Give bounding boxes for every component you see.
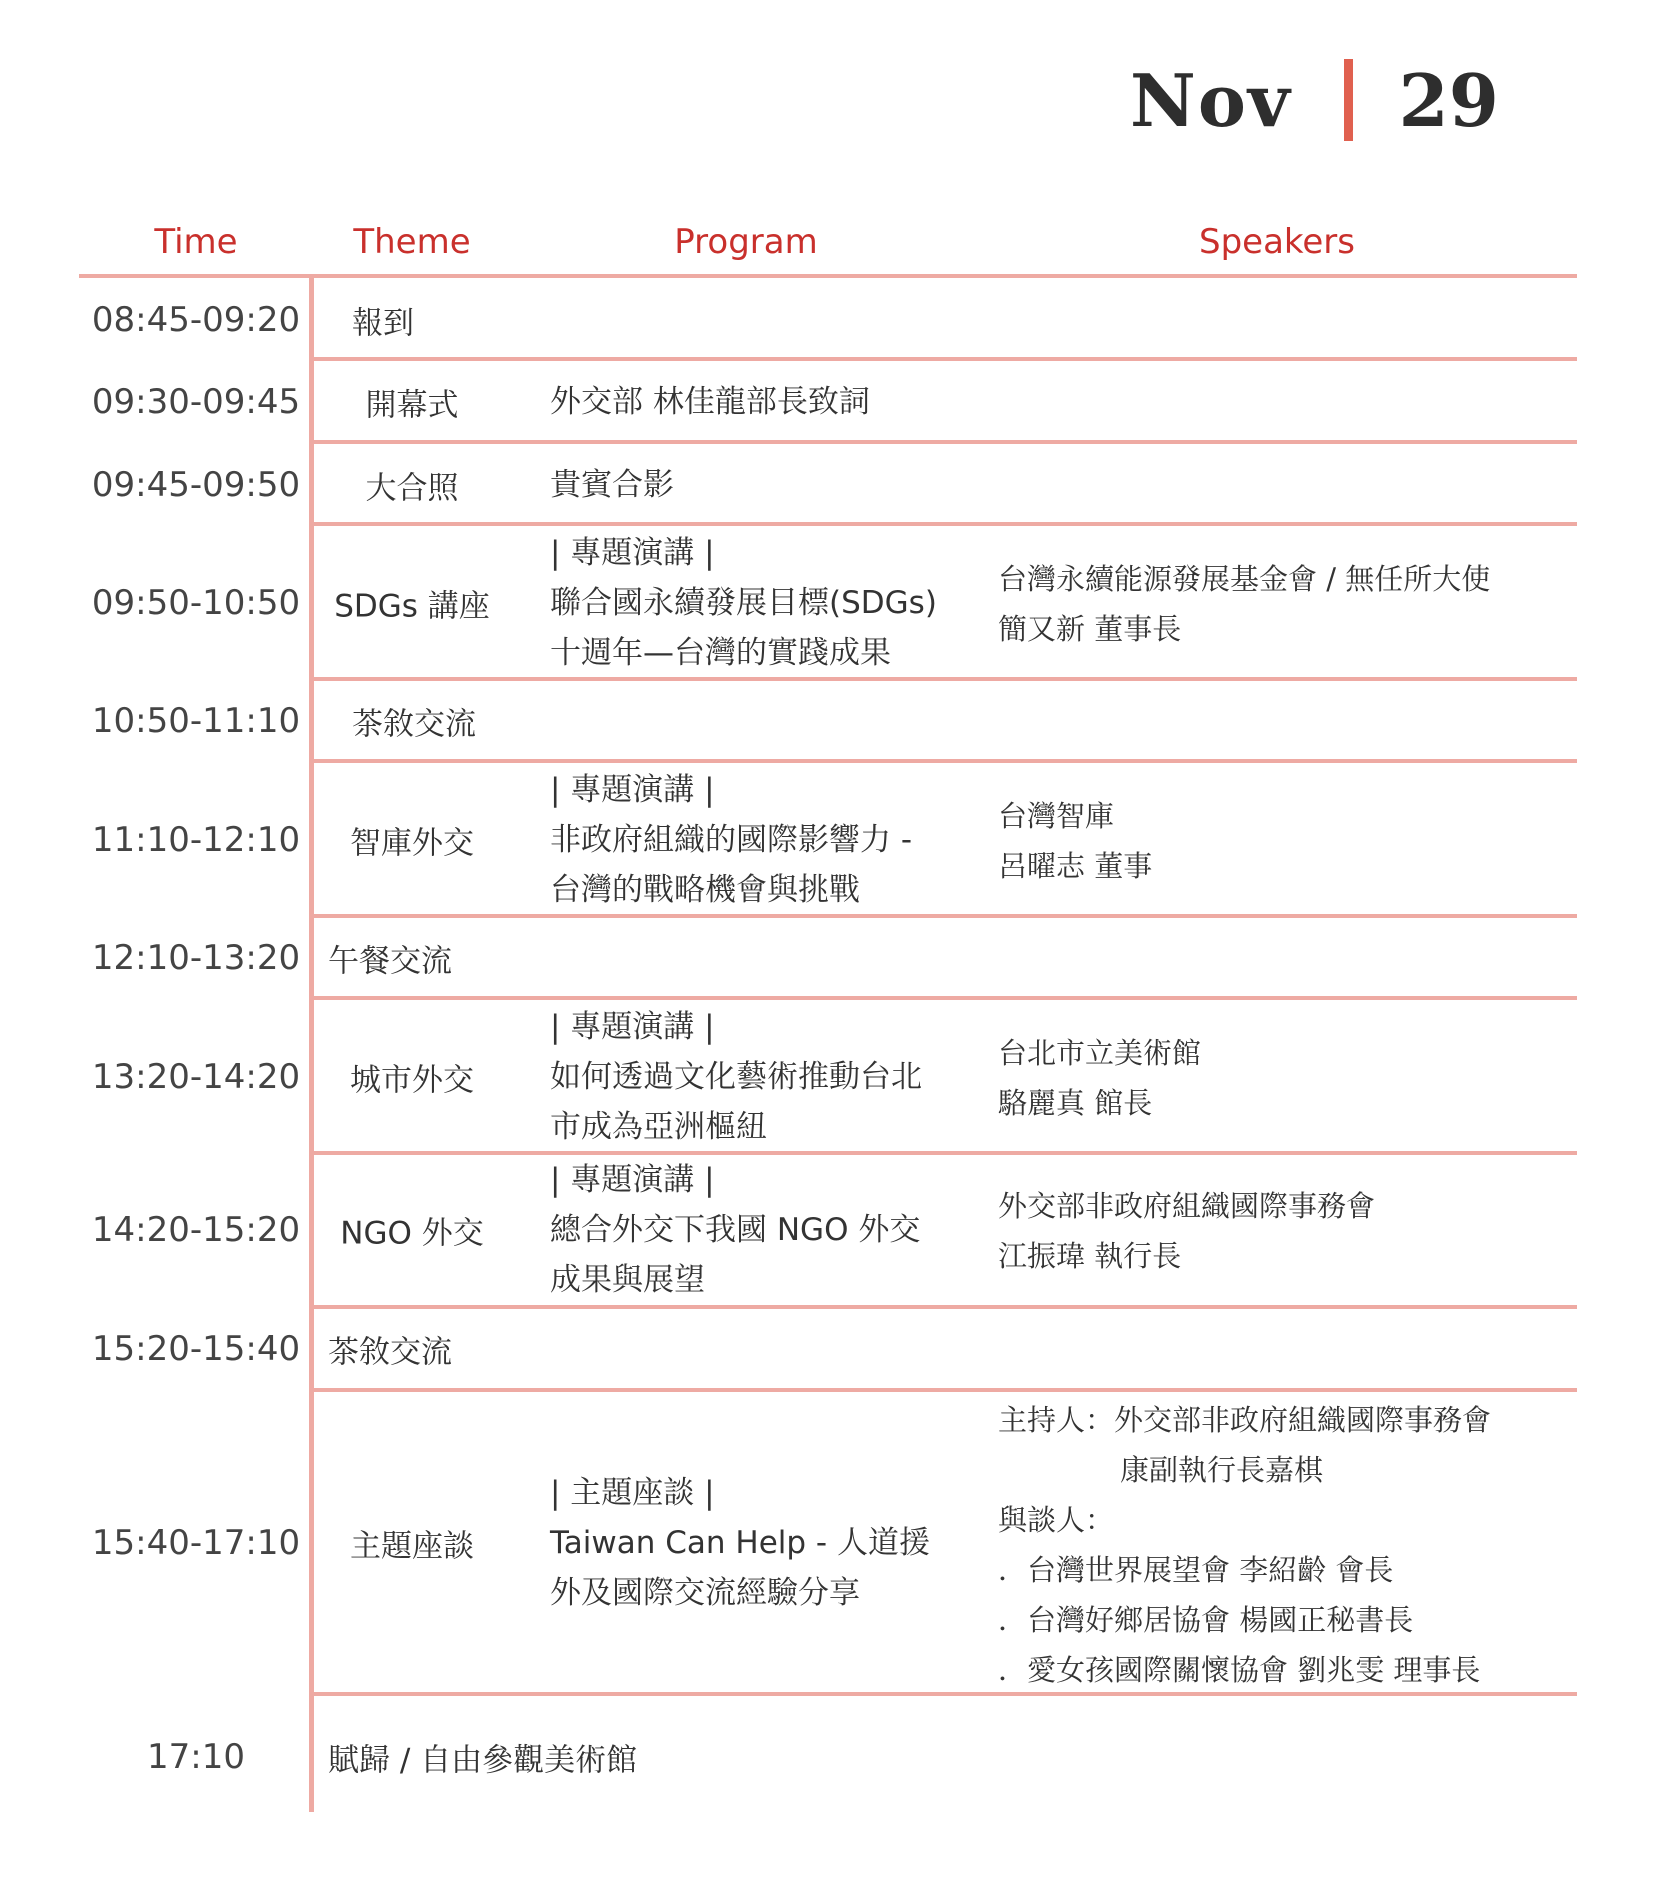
row-program <box>550 460 970 510</box>
program-line: 外及國際交流經驗分享 <box>550 1575 860 1611</box>
row-program <box>550 1155 970 1305</box>
row-speakers <box>998 1395 1491 1695</box>
row-divider <box>309 1388 1577 1392</box>
row-theme: 開幕式 <box>365 387 459 424</box>
program-line: 貴賓合影 <box>550 467 674 503</box>
row-time: 11:10-12:10 <box>91 820 301 860</box>
speaker-line: ．台灣好鄉居協會 楊國正秘書長 <box>998 1603 1414 1637</box>
row-theme: 茶敘交流 <box>352 706 476 743</box>
speaker-line: 台灣智庫 <box>998 799 1115 833</box>
speaker-line: 駱麗真 館長 <box>998 1086 1153 1120</box>
program-line: 十週年—台灣的實踐成果 <box>550 635 891 671</box>
row-theme: SDGs 講座 <box>334 588 490 625</box>
table-vertical-rule <box>309 278 314 1812</box>
row-theme: 賦歸 / 自由參觀美術館 <box>328 1742 638 1779</box>
program-line: 非政府組織的國際影響力 - <box>550 822 913 858</box>
speaker-line: 主持人：外交部非政府組織國際事務會 <box>998 1403 1492 1437</box>
row-program <box>550 1468 970 1618</box>
speaker-line: 台北市立美術館 <box>998 1036 1202 1070</box>
row-program <box>550 377 970 427</box>
row-time: 17:10 <box>147 1737 245 1777</box>
row-divider <box>309 1305 1577 1309</box>
date-header <box>1130 50 1499 150</box>
speaker-line: 呂曜志 董事 <box>998 849 1153 883</box>
row-theme: 主題座談 <box>350 1528 474 1565</box>
row-divider <box>309 440 1577 444</box>
speaker-line: 台灣永續能源發展基金會 / 無任所大使 <box>998 562 1491 596</box>
program-label: | 專題演講 | <box>550 1162 715 1198</box>
row-speakers <box>998 554 1490 654</box>
speaker-line: 江振瑋 執行長 <box>998 1239 1182 1273</box>
row-program <box>550 528 970 678</box>
program-line: 外交部 林佳龍部長致詞 <box>550 384 870 420</box>
program-line: Taiwan Can Help - 人道援 <box>550 1525 930 1561</box>
program-line: 總合外交下我國 NGO 外交 <box>550 1212 921 1248</box>
column-header-speakers: Speakers <box>1198 222 1356 262</box>
row-time: 12:10-13:20 <box>91 938 301 978</box>
row-speakers <box>998 1028 1201 1128</box>
program-line: 如何透過文化藝術推動台北 <box>550 1059 922 1095</box>
speaker-line: 康副執行長嘉棋 <box>1120 1453 1324 1487</box>
row-speakers <box>998 1181 1375 1281</box>
row-time: 09:30-09:45 <box>91 382 301 422</box>
row-time: 15:40-17:10 <box>91 1523 301 1563</box>
date-separator <box>1344 59 1353 141</box>
date-month: Nov <box>1130 57 1292 143</box>
row-theme: 城市外交 <box>350 1062 474 1099</box>
row-divider <box>309 996 1577 1000</box>
program-label: | 專題演講 | <box>550 535 715 571</box>
program-line: 台灣的戰略機會與挑戰 <box>550 872 860 908</box>
row-divider <box>309 759 1577 763</box>
speaker-line: 簡又新 董事長 <box>998 612 1182 646</box>
speaker-line: 外交部非政府組織國際事務會 <box>998 1189 1376 1223</box>
row-time: 08:45-09:20 <box>91 300 301 340</box>
program-line: 成果與展望 <box>550 1262 705 1298</box>
column-header-time: Time <box>154 222 238 262</box>
column-header-program: Program <box>674 222 818 262</box>
row-theme: NGO 外交 <box>340 1215 484 1252</box>
speaker-line: ．台灣世界展望會 李紹齡 會長 <box>998 1553 1394 1587</box>
row-theme: 午餐交流 <box>328 943 452 980</box>
row-time: 09:45-09:50 <box>91 465 301 505</box>
row-theme: 大合照 <box>365 470 459 507</box>
program-label: | 專題演講 | <box>550 772 715 808</box>
row-time: 09:50-10:50 <box>91 583 301 623</box>
program-line: 聯合國永續發展目標(SDGs) <box>550 585 937 621</box>
program-label: | 專題演講 | <box>550 1009 715 1045</box>
header-rule <box>79 274 1577 278</box>
speaker-line: 與談人： <box>998 1503 1115 1537</box>
row-time: 15:20-15:40 <box>91 1329 301 1369</box>
speaker-line: ．愛女孩國際關懷協會 劉兆雯 理事長 <box>998 1653 1481 1687</box>
row-speakers <box>998 791 1152 891</box>
row-theme: 茶敘交流 <box>328 1334 452 1371</box>
row-divider <box>309 357 1577 361</box>
row-time: 13:20-14:20 <box>91 1057 301 1097</box>
row-theme: 報到 <box>352 305 414 342</box>
row-time: 14:20-15:20 <box>91 1210 301 1250</box>
date-day: 29 <box>1398 57 1499 143</box>
program-line: 市成為亞洲樞紐 <box>550 1109 767 1145</box>
row-theme: 智庫外交 <box>350 825 474 862</box>
row-program <box>550 1002 970 1152</box>
program-label: | 主題座談 | <box>550 1475 715 1511</box>
row-program <box>550 765 970 915</box>
column-header-theme: Theme <box>353 222 471 262</box>
row-divider <box>309 522 1577 526</box>
row-time: 10:50-11:10 <box>91 701 301 741</box>
